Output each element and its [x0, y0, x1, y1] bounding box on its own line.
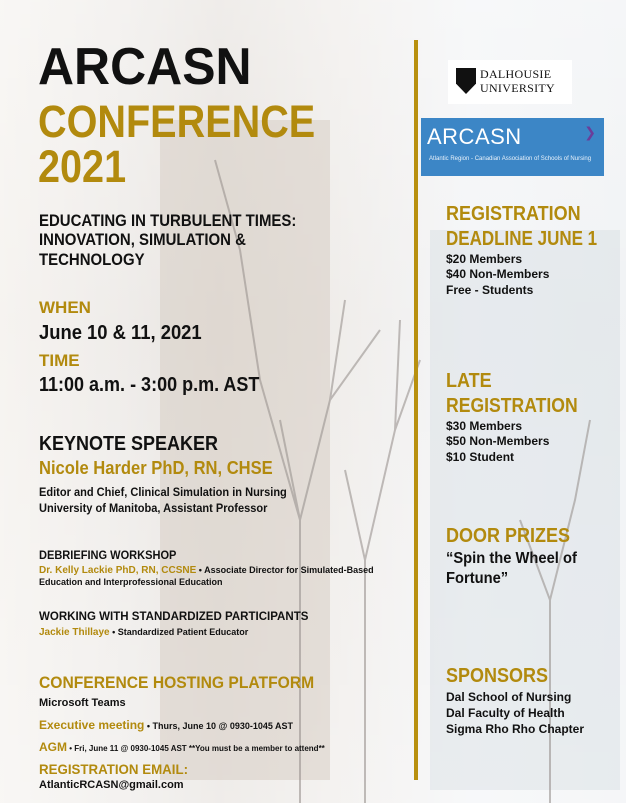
door-prizes-label: DOOR PRIZES: [446, 525, 571, 547]
column-divider: [414, 40, 418, 780]
platform-label: CONFERENCE HOSTING PLATFORM: [39, 673, 315, 692]
registration-item: Free - Students: [446, 283, 534, 297]
agm-line: [39, 741, 325, 755]
time-label: TIME: [39, 351, 80, 370]
dalhousie-wordmark: [480, 67, 555, 95]
debrief-desc: Education and Interprofessional Education: [39, 577, 223, 587]
late-registration-label: LATE: [446, 370, 492, 392]
when-label: WHEN: [39, 298, 91, 317]
sp-label: WORKING WITH STANDARDIZED PARTICIPANTS: [39, 609, 309, 623]
arcasn-logo-subtitle: Atlantic Region - Canadian Association of Schools of Nursing: [429, 156, 592, 162]
registration-label: REGISTRATION: [446, 203, 581, 225]
door-prizes-text: Fortune”: [446, 570, 509, 587]
email-value[interactable]: AtlanticRCASN@gmail.com: [39, 779, 184, 791]
late-registration-item: $50 Non-Members: [446, 434, 550, 448]
registration-item: $20 Members: [446, 252, 523, 266]
sp-desc: • Standardized Patient Educator: [109, 627, 249, 637]
platform-value: Microsoft Teams: [39, 697, 126, 709]
exec-meeting-line: [39, 719, 293, 733]
chevron-right-icon: ❯: [584, 124, 596, 140]
agm-value: • Fri, June 11 @ 0930-1045 AST **You must be a member to attend**: [67, 744, 325, 753]
title-line-year: 2021: [38, 141, 127, 192]
dalhousie-logo: [448, 60, 572, 104]
registration-item: $40 Non-Members: [446, 267, 550, 281]
late-registration-label: REGISTRATION: [446, 395, 578, 417]
theme-line: EDUCATING IN TURBULENT TIMES:: [39, 211, 297, 230]
late-registration-item: $10 Student: [446, 450, 515, 464]
dalhousie-crest-icon: [456, 68, 476, 94]
title-line-arcasn: ARCASN: [38, 38, 252, 96]
debrief-desc: • Associate Director for Simulated-Based: [196, 565, 374, 575]
debrief-name: Dr. Kelly Lackie PhD, RN, CCSNE: [39, 565, 197, 576]
arcasn-logo-title: ARCASN: [427, 124, 522, 149]
debrief-line: [39, 564, 374, 577]
theme-line: INNOVATION, SIMULATION &: [39, 230, 246, 249]
sponsor-item: Dal Faculty of Health: [446, 706, 565, 720]
when-value: June 10 & 11, 2021: [39, 322, 202, 344]
exec-meeting-value: • Thurs, June 10 @ 0930-1045 AST: [144, 721, 294, 731]
door-prizes-text: “Spin the Wheel of: [446, 550, 577, 567]
time-value: 11:00 a.m. - 3:00 p.m. AST: [39, 374, 260, 396]
sp-line: [39, 626, 248, 639]
keynote-role: University of Manitoba, Assistant Professor: [39, 501, 268, 515]
keynote-name: Nicole Harder PhD, RN, CHSE: [39, 458, 273, 478]
email-label: REGISTRATION EMAIL:: [39, 761, 189, 777]
keynote-label: KEYNOTE SPEAKER: [39, 433, 219, 455]
registration-label: DEADLINE JUNE 1: [446, 228, 598, 250]
sponsor-item: Dal School of Nursing: [446, 690, 572, 704]
debrief-label: DEBRIEFING WORKSHOP: [39, 548, 177, 562]
title-line-conference: CONFERENCE: [38, 96, 316, 147]
dalhousie-line: DALHOUSIE: [480, 67, 552, 81]
theme-line: TECHNOLOGY: [39, 250, 145, 269]
arcasn-logo: [421, 118, 604, 176]
dalhousie-line: UNIVERSITY: [480, 81, 555, 95]
sponsors-label: SPONSORS: [446, 665, 549, 687]
keynote-role: Editor and Chief, Clinical Simulation in Nursing: [39, 485, 287, 499]
sponsor-item: Sigma Rho Rho Chapter: [446, 722, 585, 736]
sp-name: Jackie Thillaye: [39, 627, 110, 638]
agm-label: AGM: [39, 740, 67, 754]
late-registration-item: $30 Members: [446, 419, 523, 433]
exec-meeting-label: Executive meeting: [39, 718, 145, 732]
